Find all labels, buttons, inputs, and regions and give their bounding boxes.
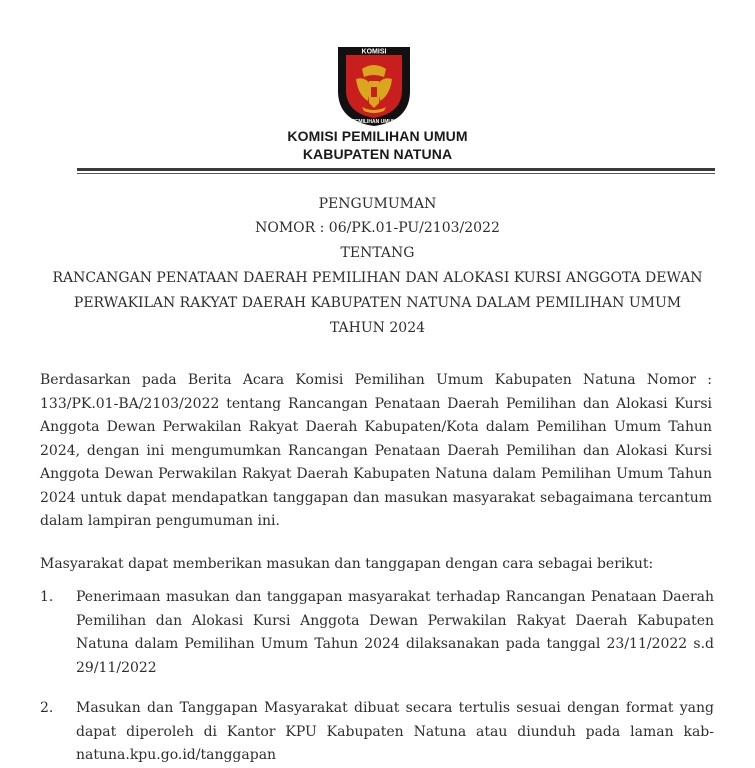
- logo-text-top: KOMISI: [361, 48, 387, 56]
- list-item-number: 1.: [40, 589, 54, 605]
- announcement-title: PENGUMUMAN: [318, 196, 437, 212]
- announcement-subject-line3: TAHUN 2024: [329, 320, 426, 336]
- announcement-subject-line1: RANCANGAN PENATAAN DAERAH PEMILIHAN DAN ALOKASI KURSI ANGGOTA DEWAN: [52, 270, 703, 286]
- org-name: KOMISI PEMILIHAN UMUM: [287, 128, 468, 144]
- list-item-text: Masukan dan Tanggapan Masyarakat dibuat secara tertulis sesuai dengan format yang dapat diperoleh di Kantor KPU Kabupaten Natuna atau diunduh pada laman kab-natuna.kpu.go.id/tanggapan: [76, 700, 714, 763]
- intro-paragraph: Berdasarkan pada Berita Acara Komisi Pemilihan Umum Kabupaten Natuna Nomor : 133/PK.01-BA/2103/2022 tentang Rancangan Penataan Daerah Pemilihan dan Alokasi Kursi Anggota Dewan Perwakilan Rakyat Daerah Kabupaten/Kota dalam Pemilihan Umum Tahun 2024, dengan ini mengumumkan Rancangan Penataan Daerah Pemilihan dan Alokasi Kursi Anggota Dewan Perwakilan Rakyat Daerah Kabupaten Natuna dalam Pemilihan Umum Tahun 2024 untuk dapat mendapatkan tanggapan dan masukan masyarakat sebagaimana tercantum dalam lampiran pengumuman ini.: [40, 372, 712, 529]
- announcement-about: TENTANG: [340, 245, 415, 261]
- letterhead-divider-thin: [77, 173, 715, 174]
- letterhead-divider: [77, 168, 715, 171]
- logo-lettering: [334, 43, 414, 128]
- announcement-number: NOMOR : 06/PK.01-PU/2103/2022: [255, 220, 500, 236]
- method-intro: Masyarakat dapat memberikan masukan dan tanggapan dengan cara sebagai berikut:: [40, 556, 654, 572]
- org-region: KABUPATEN NATUNA: [302, 146, 453, 162]
- announcement-subject-line2: PERWAKILAN RAKYAT DAERAH KABUPATEN NATUNA DALAM PEMILIHAN UMUM: [73, 295, 682, 311]
- list-item-text: Penerimaan masukan dan tanggapan masyarakat terhadap Rancangan Penataan Daerah Pemilihan dan Alokasi Kursi Anggota Dewan Perwakilan Rakyat Daerah Kabupaten Natuna dalam Pemilihan Umum Tahun 2024 dilaksanakan pada tanggal 23/11/2022 s.d 29/11/2022: [76, 589, 714, 676]
- list-item-number: 2.: [40, 700, 54, 716]
- logo-text-bottom: PEMILIHAN UMUM: [351, 119, 397, 125]
